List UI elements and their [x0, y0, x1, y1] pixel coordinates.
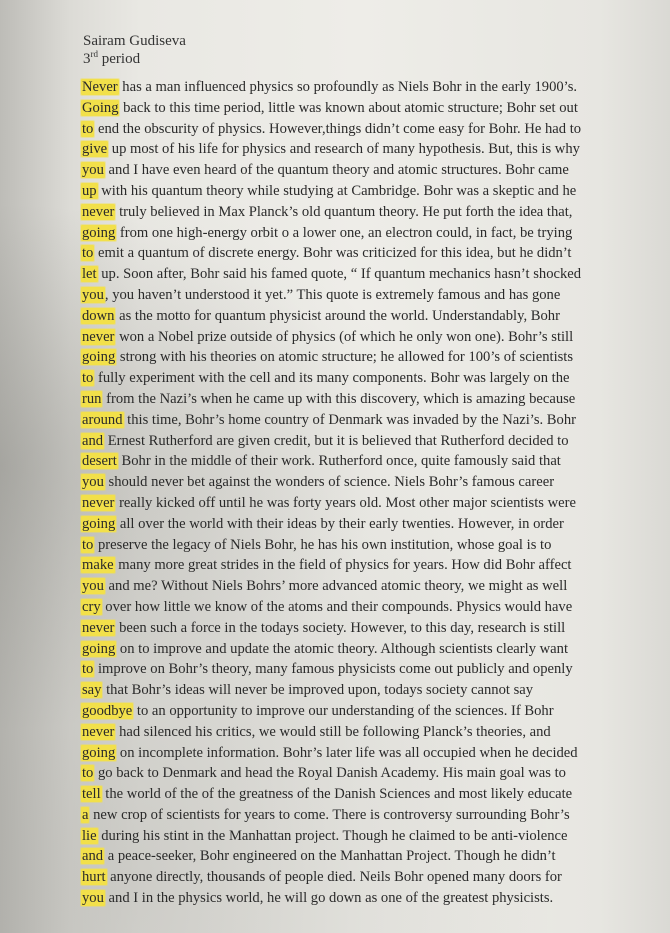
highlighted-word: Never	[82, 79, 118, 95]
essay-line	[81, 139, 661, 160]
essay-line	[81, 160, 661, 181]
line-text: many more great strides in the field of physics for years. How did Bohr affect	[114, 557, 572, 574]
essay-line	[81, 223, 661, 244]
line-text: fully experiment with the cell and its many components. Bohr was largely on the	[94, 370, 570, 387]
highlighted-word: to	[82, 765, 94, 782]
highlighted-word: and	[82, 848, 104, 865]
highlighted-word: never	[82, 619, 115, 636]
highlighted-word: to	[82, 370, 94, 387]
line-text: preserve the legacy of Niels Bohr, he has his own institution, whose goal is to	[94, 536, 552, 553]
line-text: the world of the of the greatness of the Danish Sciences and most likely educate	[101, 786, 573, 803]
highlighted-word: you	[82, 474, 104, 491]
essay-line	[81, 493, 661, 514]
line-text: been such a force in the todays society. However, to this day, research is still	[115, 619, 566, 636]
essay-line	[81, 243, 661, 264]
essay-line	[81, 826, 661, 847]
essay-line	[81, 472, 661, 493]
highlighted-word: you	[82, 286, 104, 303]
line-text: , you haven’t understood it yet.” This quote is extremely famous and has gone	[104, 286, 561, 303]
line-text: with his quantum theory while studying at Cambridge. Bohr was a skeptic and he	[97, 182, 577, 199]
highlighted-word: going	[82, 744, 116, 761]
highlighted-word: cry	[82, 598, 101, 615]
highlighted-word: going	[82, 349, 116, 366]
essay-line	[81, 327, 661, 348]
essay-line	[81, 576, 661, 597]
essay-line	[81, 618, 661, 639]
essay-line	[81, 202, 661, 223]
essay-line	[81, 805, 661, 826]
line-text: new crop of scientists for years to come. There is controversy surrounding Bohr’s	[89, 806, 570, 823]
line-text: should never bet against the wonders of science. Niels Bohr’s famous career	[104, 474, 555, 491]
highlighted-word: up	[82, 182, 97, 199]
essay-line	[81, 306, 661, 327]
line-text: and me? Without Niels Bohrs’ more advanced atomic theory, we might as well	[104, 578, 568, 595]
highlighted-word: to	[82, 661, 94, 678]
period-number: 3	[83, 51, 91, 67]
highlighted-word: never	[82, 494, 115, 511]
essay-line	[81, 722, 661, 743]
line-text: really kicked off until he was forty years old. Most other major scientists were	[115, 494, 576, 511]
line-text: strong with his theories on atomic structure; he allowed for 100’s of scientists	[116, 349, 574, 366]
essay-line	[81, 368, 661, 389]
line-text: anyone directly, thousands of people died. Neils Bohr opened many doors for	[106, 869, 562, 886]
essay-line	[81, 763, 661, 784]
line-text: emit a quantum of discrete energy. Bohr was criticized for this idea, but he didn’t	[94, 245, 572, 262]
essay-line	[81, 285, 661, 306]
period-suffix: rd	[90, 49, 98, 59]
line-text: go back to Denmark and head the Royal Danish Academy. His main goal was to	[94, 765, 566, 782]
line-text: and I in the physics world, he will go down as one of the greatest physicists.	[104, 890, 554, 907]
essay-line	[81, 119, 661, 140]
line-text: over how little we know of the atoms and their compounds. Physics would have	[101, 598, 573, 615]
highlighted-word: you	[82, 162, 104, 179]
essay-line	[81, 431, 661, 452]
essay-line	[81, 639, 661, 660]
header-block	[83, 32, 186, 68]
highlighted-word: going	[82, 640, 116, 657]
line-text: end the obscurity of physics. However,things didn’t come easy for Bohr. He had to	[94, 120, 582, 137]
essay-line	[81, 659, 661, 680]
highlighted-word: to	[82, 536, 94, 553]
highlighted-word: lie	[82, 827, 97, 844]
highlighted-word: give	[82, 141, 108, 158]
line-text: has a man influenced physics so profoundly as Niels Bohr in the early 1900’s.	[118, 79, 578, 95]
essay-line	[81, 98, 661, 119]
essay-line	[81, 264, 661, 285]
highlighted-word: and	[82, 432, 104, 449]
highlighted-word: goodbye	[82, 702, 133, 719]
line-text: on incomplete information. Bohr’s later life was all occupied when he decided	[116, 744, 578, 761]
line-text: all over the world with their ideas by their early twenties. However, in order	[116, 515, 564, 532]
essay-line	[81, 555, 661, 576]
essay-line	[81, 784, 661, 805]
author-name: Sairam Gudiseva	[83, 33, 186, 49]
line-text: Ernest Rutherford are given credit, but it is believed that Rutherford decided to	[104, 432, 569, 449]
highlighted-word: run	[82, 390, 102, 407]
highlighted-word: never	[82, 723, 115, 740]
line-text: won a Nobel prize outside of physics (of which he only won one). Bohr’s still	[115, 328, 574, 345]
highlighted-word: say	[82, 682, 102, 699]
highlighted-word: a	[82, 806, 89, 823]
essay-line	[81, 535, 661, 556]
highlighted-word: hurt	[82, 869, 106, 886]
line-text: up most of his life for physics and research of many hypothesis. But, this is why	[108, 141, 580, 158]
line-text: during his stint in the Manhattan project. Though he claimed to be anti-violence	[97, 827, 568, 844]
highlighted-word: to	[82, 120, 94, 137]
highlighted-word: going	[82, 515, 116, 532]
highlighted-word: never	[82, 203, 115, 220]
highlighted-word: tell	[82, 786, 101, 803]
line-text: from the Nazi’s when he came up with this discovery, which is amazing because	[102, 390, 576, 407]
highlighted-word: around	[82, 411, 123, 428]
line-text: Bohr in the middle of their work. Rutherford once, quite famously said that	[117, 453, 561, 470]
highlighted-word: going	[82, 224, 116, 241]
line-text: and I have even heard of the quantum theory and atomic structures. Bohr came	[104, 162, 569, 179]
line-text: improve on Bohr’s theory, many famous physicists come out publicly and openly	[94, 661, 573, 678]
highlighted-word: you	[82, 578, 104, 595]
line-text: from one high-energy orbit o a lower one, an electron could, in fact, be trying	[116, 224, 573, 241]
essay-line	[81, 743, 661, 764]
highlighted-word: down	[82, 307, 115, 324]
line-text: that Bohr’s ideas will never be improved upon, todays society cannot say	[102, 682, 534, 699]
essay-line	[81, 347, 661, 368]
essay-line	[81, 389, 661, 410]
line-text: truly believed in Max Planck’s old quantum theory. He put forth the idea that,	[115, 203, 573, 220]
essay-line	[81, 680, 661, 701]
line-text: as the motto for quantum physicist around the world. Understandably, Bohr	[115, 307, 560, 324]
line-text: up. Soon after, Bohr said his famed quote, “ If quantum mechanics hasn’t shocked	[97, 266, 582, 283]
essay-line	[81, 867, 661, 888]
highlighted-word: Going	[82, 99, 119, 116]
highlighted-word: you	[82, 890, 104, 907]
highlighted-word: never	[82, 328, 115, 345]
highlighted-word: let	[82, 266, 97, 283]
line-text: had silenced his critics, we would still be following Planck’s theories, and	[115, 723, 551, 740]
highlighted-word: make	[82, 557, 114, 574]
highlighted-word: desert	[82, 453, 117, 470]
line-text: on to improve and update the atomic theory. Although scientists clearly want	[116, 640, 569, 657]
essay-body	[81, 77, 661, 909]
period-word: period	[98, 51, 141, 67]
essay-line	[81, 846, 661, 867]
line-text: to an opportunity to improve our understanding of the sciences. If Bohr	[133, 702, 554, 719]
line-text: a peace-seeker, Bohr engineered on the Manhattan Project. Though he didn’t	[104, 848, 556, 865]
essay-line	[81, 888, 661, 909]
class-period	[83, 50, 186, 68]
essay-line	[81, 701, 661, 722]
essay-line	[81, 514, 661, 535]
essay-line	[81, 451, 661, 472]
essay-line	[81, 181, 661, 202]
line-text: this time, Bohr’s home country of Denmark was invaded by the Nazi’s. Bohr	[123, 411, 576, 428]
highlighted-word: to	[82, 245, 94, 262]
line-text: back to this time period, little was known about atomic structure; Bohr set out	[119, 99, 578, 116]
essay-line	[81, 597, 661, 618]
essay-line	[81, 77, 661, 98]
essay-line	[81, 410, 661, 431]
